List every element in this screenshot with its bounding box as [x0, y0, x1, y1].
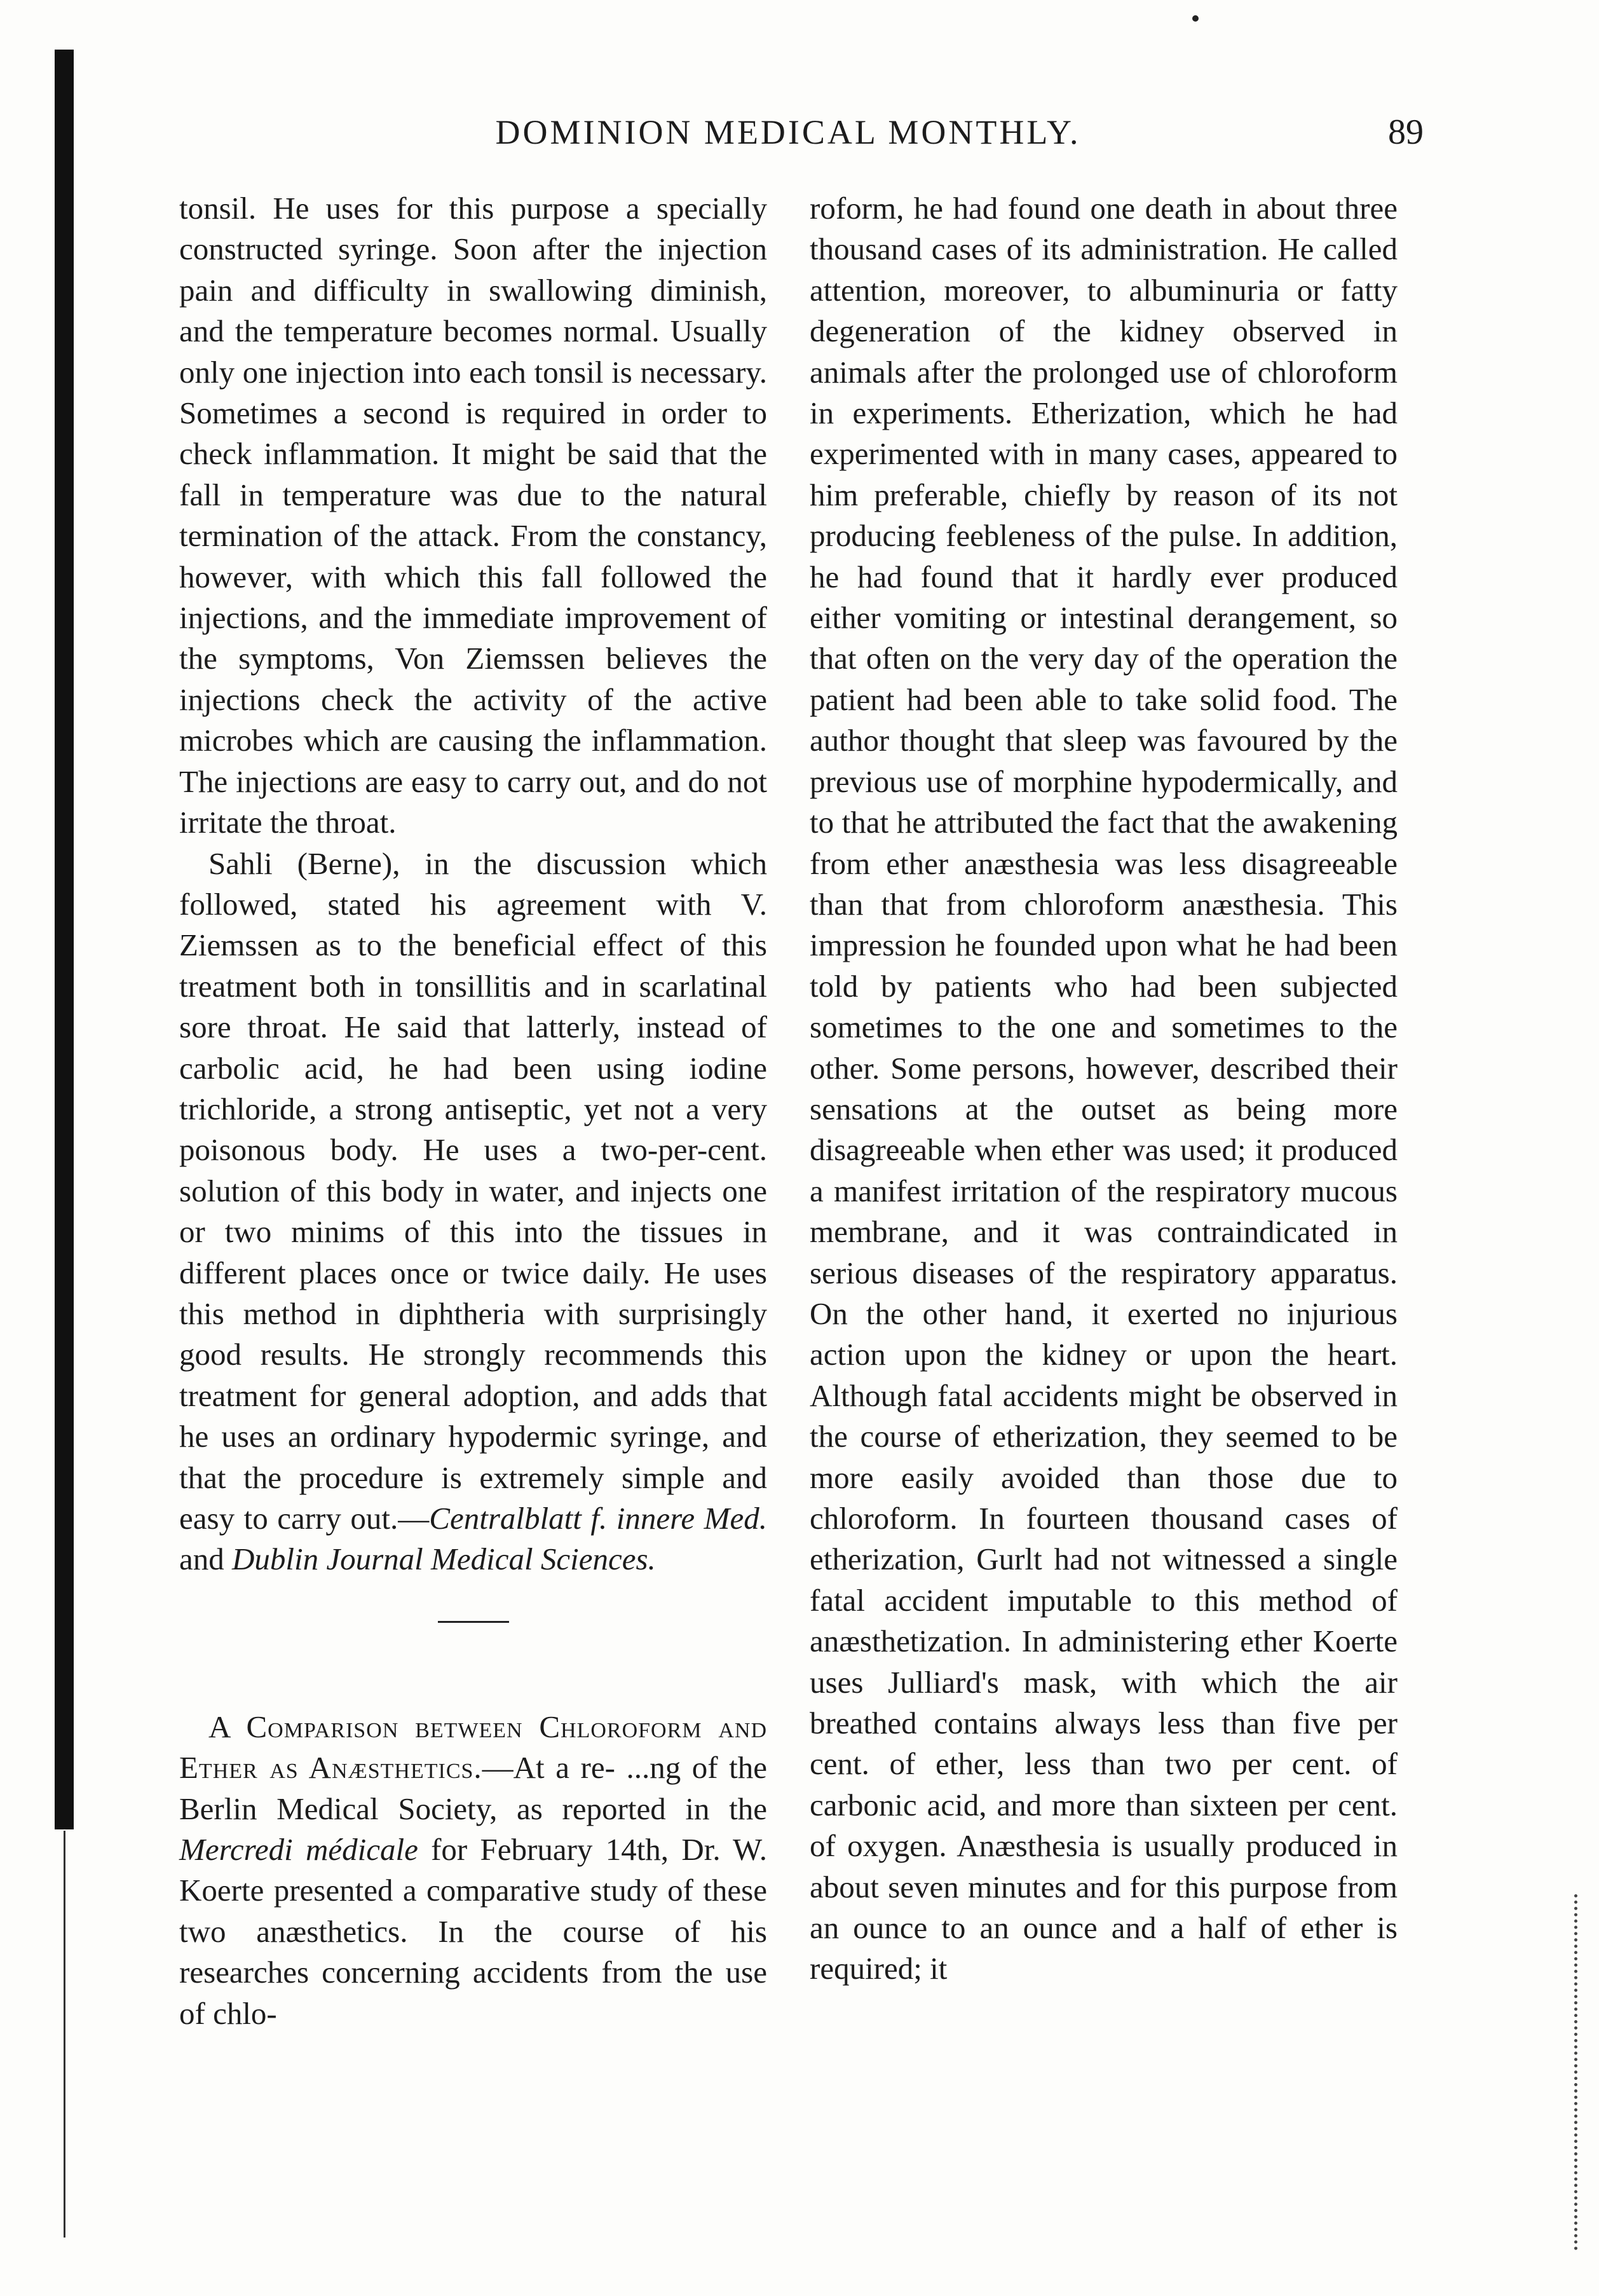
- right-column: [810, 188, 1398, 1990]
- koerte-study-text: for February 14th, Dr. W. Koerte presented a comparative study of these two anæsthetics. In the course of his researches concerning accidents from the use of chlo-: [179, 1832, 767, 2031]
- journal-title: DOMINION MEDICAL MONTHLY.: [495, 113, 1081, 151]
- section-heading: A Comparison between Chloroform and Ether as Anæsthetics.: [179, 1709, 767, 1786]
- section-intro-text: —At a re- ...ng of the Berlin Medical Society, as reported in the: [179, 1750, 768, 1826]
- citation-centralblatt: Centralblatt f. innere Med.: [429, 1501, 767, 1536]
- binding-shadow: [55, 50, 74, 1829]
- section-separator-rule: [438, 1621, 509, 1623]
- running-head: [0, 107, 1599, 158]
- left-column: [179, 188, 767, 2034]
- left-paragraph-3: [179, 1707, 767, 2034]
- right-paragraph-1: roform, he had found one death in about three thousand cases of its administration. He called attention, moreover, to albuminuria or fatty degeneration of the kidney observed in animals after the prolonged use of chloroform in experiments. Etherization, which he had experimented with in many cases, appeared to him preferable, chiefly by reason of its not producing feebleness of the pulse. In addition, he had found that it hardly ever produced either vomiting or intestinal derangement, so that often on the very day of the operation the patient had been able to take solid food. The author thought that sleep was favoured by the previous use of morphine hypodermically, and to that he attributed the fact that the awakening from ether anæsthesia was less disagreeable than that from chloroform anæsthesia. This impression he founded upon what he had been told by patients who had been subjected sometimes to the one and sometimes to the other. Some persons, however, described their sensations at the outset as being more disagreeable when ether was used; it produced a manifest irritation of the respiratory mucous membrane, and it was contraindicated in serious diseases of the respiratory apparatus. On the other hand, it exerted no injurious action upon the kidney or upon the heart. Although fatal accidents might be observed in the course of etherization, they seemed to be more easily avoided than those due to chloroform. In fourteen thousand cases of etherization, Gurlt had not witnessed a single fatal accident imputable to this method of anæsthetization. In administering ether Koerte uses Julliard's mask, with which the air breathed contains always less than five per cent. of ether, less than two per cent. of carbonic acid, and more than sixteen per cent. of oxygen. Anæsthesia is usually produced in about seven minutes and for this purpose from an ounce to an ounce and a half of ether is required; it: [810, 191, 1398, 1986]
- binding-edge-line: [64, 1831, 65, 2238]
- left-paragraph-1: tonsil. He uses for this purpose a specially constructed syringe. Soon after the injection pain and difficulty in swallowing diminish, and the temperature becomes normal. Usually only one injection into each tonsil is necessary. Sometimes a second is required in order to check inflammation. It might be said that the fall in temperature was due to the natural termination of the attack. From the constancy, however, with which this fall followed the injections, and the immediate improvement of the symptoms, Von Ziemssen believes the injections check the activity of the active microbes which are causing the inflammation. The injections are easy to carry out, and do not irritate the throat.: [179, 191, 767, 840]
- page-edge-speckle: [1574, 1894, 1581, 2250]
- journal-mercredi-medicale: Mercredi médicale: [179, 1832, 418, 1868]
- citation-dublin-journal: Dublin Journal Medical Sciences.: [232, 1541, 656, 1577]
- left-paragraph-2: [179, 844, 767, 1580]
- ink-speck: [1192, 15, 1199, 22]
- page-number: 89: [1388, 113, 1424, 152]
- sahli-discussion-text: Sahli (Berne), in the discussion which followed, stated his agreement with V. Ziemssen as to the beneficial effect of this treatment both in tonsillitis and in scarlatinal sore throat. He said that latterly, instead of carbolic acid, he had been using iodine trichloride, a strong antiseptic, yet not a very poisonous body. He uses a two-per-cent. solution of this body in water, and injects one or two minims of this into the tissues in different places once or twice daily. He uses this method in diphtheria with surprisingly good results. He strongly recommends this treatment for general adoption, and adds that he uses an ordinary hypodermic syringe, and that the procedure is extremely simple and easy to carry out.—: [179, 845, 767, 1536]
- citation-conjunction: and: [179, 1541, 232, 1577]
